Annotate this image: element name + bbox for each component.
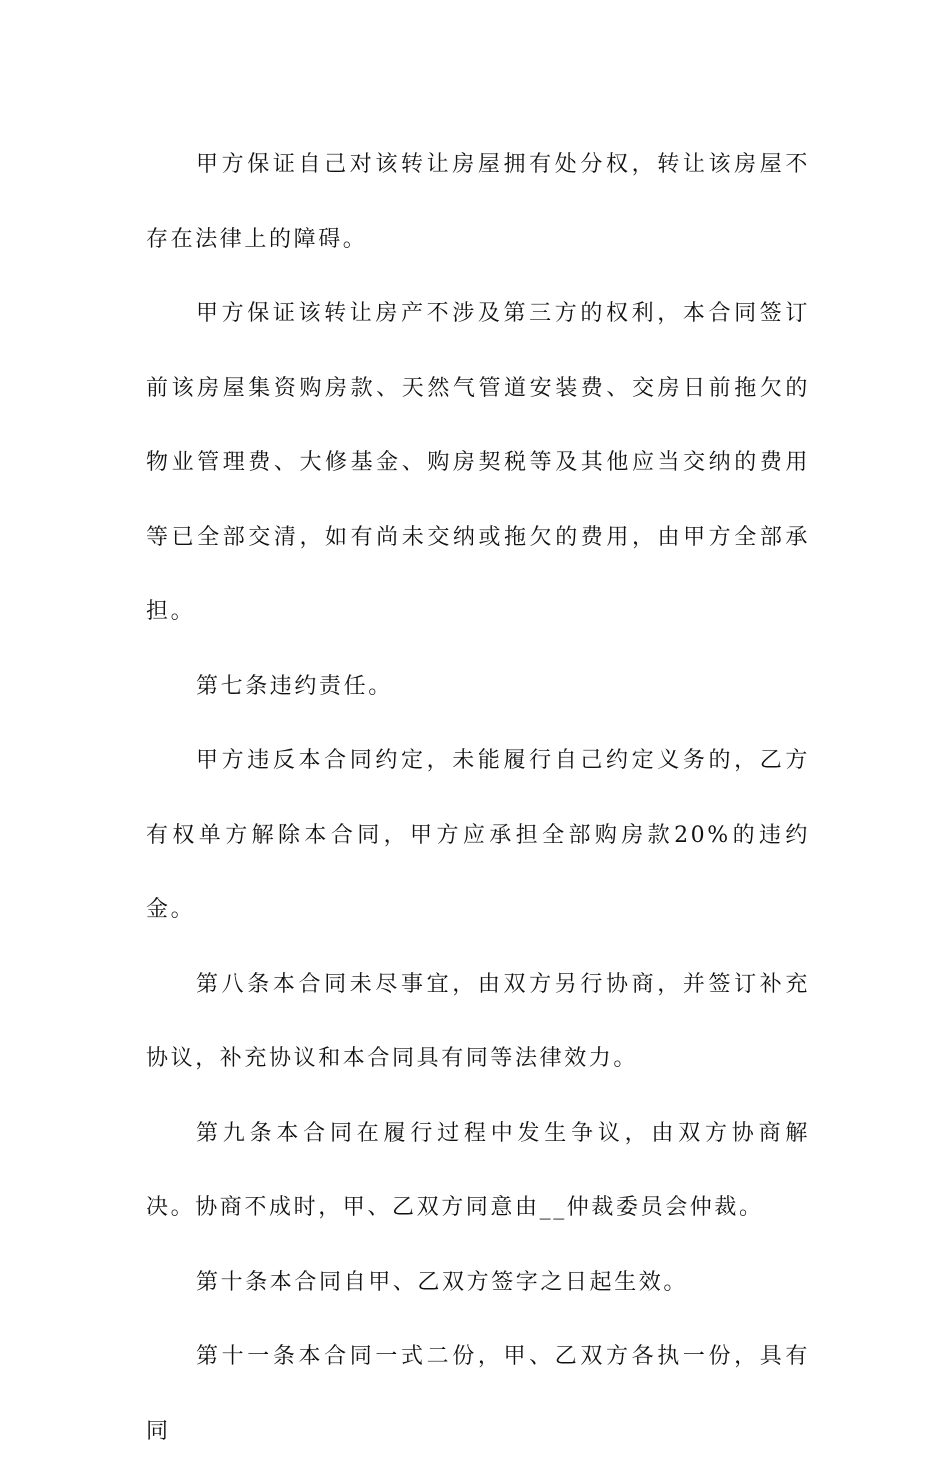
paragraph-article-9: 第九条本合同在履行过程中发生争议，由双方协商解决。协商不成时，甲、乙双方同意由__仲裁委员会仲裁。: [146, 1120, 810, 1220]
paragraph-article-10: 第十条本合同自甲、乙双方签字之日起生效。: [196, 1269, 689, 1295]
paragraph-article-11: 第十一条本合同一式二份，甲、乙双方各执一份，具有同: [146, 1344, 810, 1444]
paragraph-article-7-heading: 第七条违约责任。: [196, 673, 393, 699]
paragraph-ownership-guarantee: 甲方保证自己对该转让房屋拥有处分权，转让该房屋不存在法律上的障碍。: [146, 152, 810, 252]
paragraph-article-8: 第八条本合同未尽事宜，由双方另行协商，并签订补充协议，补充协议和本合同具有同等法律效力。: [146, 971, 810, 1071]
paragraph-breach-liability: 甲方违反本合同约定，未能履行自己约定义务的，乙方有权单方解除本合同，甲方应承担全部购房款20%的违约金。: [146, 748, 810, 922]
document-body: [146, 128, 810, 1469]
paragraph-third-party-rights: 甲方保证该转让房产不涉及第三方的权利，本合同签订前该房屋集资购房款、天然气管道安装费、交房日前拖欠的物业管理费、大修基金、购房契税等及其他应当交纳的费用等已全部交清，如有尚未交纳或拖欠的费用，由甲方全部承担。: [146, 301, 810, 624]
